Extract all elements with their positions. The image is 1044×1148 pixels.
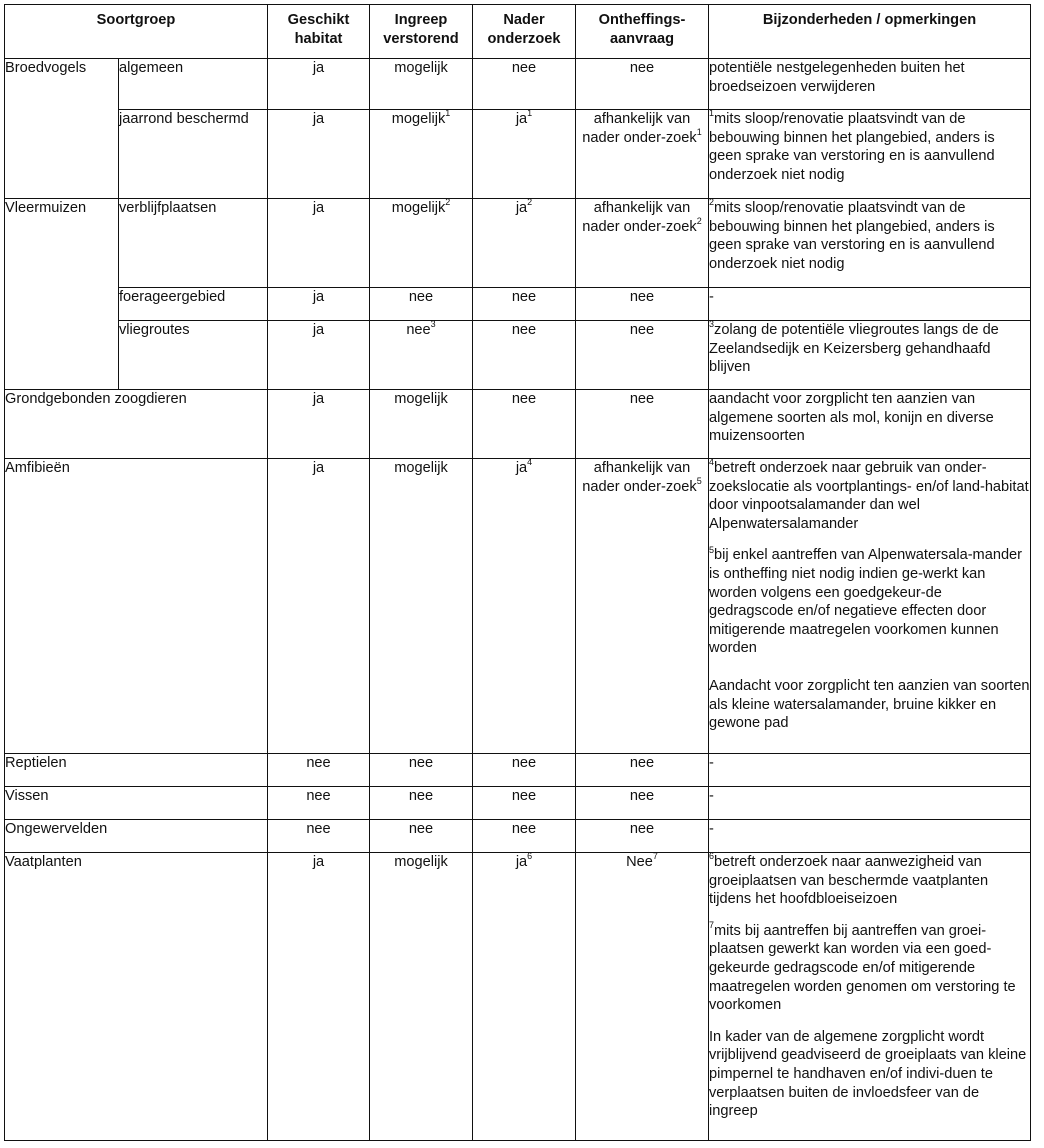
habitat-cell: ja: [268, 853, 370, 1141]
ingreep-cell: nee: [370, 787, 473, 820]
table-row: [5, 787, 1031, 820]
note-paragraph: Aandacht voor zorgplicht ten aanzien van soorten als kleine watersalamander, bruine kikker en gewone pad: [709, 677, 1030, 732]
ontheffing-cell: nee: [576, 288, 709, 321]
ingreep-cell: mogelijk: [370, 59, 473, 110]
nader-cell: nee: [473, 288, 576, 321]
group-grondgebonden-zoogdieren: Grondgebonden zoogdieren: [5, 390, 268, 459]
ontheffing-cell: nee: [576, 820, 709, 853]
habitat-cell: ja: [268, 288, 370, 321]
ingreep-cell: nee: [370, 820, 473, 853]
habitat-cell: ja: [268, 321, 370, 390]
note-paragraph: $^4$betreft onderzoek naar gebruik van onder-zoekslocatie als voortplantings- en/of land-habitat door vinpootsalamander dan wel Alpenwatersalamander: [709, 457, 1029, 532]
nader-cell: $ja^6$: [473, 853, 576, 1141]
nader-cell: nee: [473, 59, 576, 110]
note-cell: -: [709, 820, 1031, 853]
note-cell: potentiële nestgelegenheden buiten het broedseizoen verwijderen: [709, 59, 1031, 110]
header-bijzonderheden: Bijzonderheden / opmerkingen: [709, 5, 1031, 59]
nader-cell: $ja^1$: [473, 110, 576, 199]
note-cell: $^1$mits sloop/renovatie plaatsvindt van de bebouwing binnen het plangebied, anders is geen sprake van verstoring en is aanvullend onderzoek niet nodig: [709, 110, 1031, 199]
ontheffing-cell: nee: [576, 321, 709, 390]
ontheffing-cell: afhankelijk van nader onder-zoek$^2$: [576, 199, 709, 288]
sub-verblijfplaatsen: verblijfplaatsen: [119, 199, 268, 288]
table-row: [5, 390, 1031, 459]
ingreep-cell: mogelijk: [370, 390, 473, 459]
sub-algemeen: algemeen: [119, 59, 268, 110]
ingreep-cell: mogelijk$^2$: [370, 199, 473, 288]
header-soortgroep: Soortgroep: [5, 5, 268, 59]
ontheffing-cell: nee: [576, 390, 709, 459]
header-nader-onderzoek: Nader onderzoek: [473, 5, 576, 59]
habitat-cell: ja: [268, 390, 370, 459]
note-cell: $^3$zolang de potentiële vliegroutes langs de de Zeelandsedijk en Keizersberg gehandhaafd blijven: [709, 321, 1031, 390]
note-cell: aandacht voor zorgplicht ten aanzien van algemene soorten als mol, konijn en diverse muizensoorten: [709, 390, 1031, 459]
table-row: [5, 321, 1031, 390]
table-row: [5, 199, 1031, 288]
sub-foerageergebied: foerageergebied: [119, 288, 268, 321]
nader-cell: nee: [473, 787, 576, 820]
habitat-cell: nee: [268, 820, 370, 853]
table-row: [5, 59, 1031, 110]
group-vaatplanten: Vaatplanten: [5, 853, 268, 1141]
ingreep-cell: nee$^3$: [370, 321, 473, 390]
ontheffing-cell: afhankelijk van nader onder-zoek$^1$: [576, 110, 709, 199]
ontheffing-cell: nee: [576, 787, 709, 820]
nader-cell: nee: [473, 820, 576, 853]
sub-jaarrond: jaarrond beschermd: [119, 110, 268, 199]
habitat-cell: ja: [268, 59, 370, 110]
table-row: [5, 820, 1031, 853]
table-row: [5, 853, 1031, 1141]
group-ongewervelden: Ongewervelden: [5, 820, 268, 853]
ingreep-cell: mogelijk: [370, 459, 473, 754]
sub-vliegroutes: vliegroutes: [119, 321, 268, 390]
habitat-cell: nee: [268, 787, 370, 820]
ontheffing-cell: Nee$^7$: [576, 853, 709, 1141]
habitat-cell: ja: [268, 199, 370, 288]
nader-cell: $ja^4$: [473, 459, 576, 754]
note-cell: [709, 853, 1031, 1141]
ingreep-cell: nee: [370, 288, 473, 321]
nader-cell: nee: [473, 321, 576, 390]
group-vissen: Vissen: [5, 787, 268, 820]
habitat-cell: nee: [268, 754, 370, 787]
ontheffing-cell: nee: [576, 754, 709, 787]
species-table: [4, 4, 1031, 1141]
note-cell: -: [709, 787, 1031, 820]
ingreep-cell: mogelijk: [370, 853, 473, 1141]
ingreep-cell: mogelijk$^1$: [370, 110, 473, 199]
group-reptielen: Reptielen: [5, 754, 268, 787]
group-broedvogels: Broedvogels: [5, 59, 119, 199]
note-paragraph: $^5$bij enkel aantreffen van Alpenwatersala-mander is ontheffing niet nodig indien ge-werkt kan worden volgens een goedgekeur-de gedragscode en/of negatieve effecten door mitigerende maatregelen voorkomen kunnen worden: [709, 544, 1023, 657]
group-vleermuizen: Vleermuizen: [5, 199, 119, 390]
habitat-cell: ja: [268, 459, 370, 754]
table-row: [5, 754, 1031, 787]
note-paragraph: $^6$betreft onderzoek naar aanwezigheid van groeiplaatsen van beschermde vaatplanten tijdens het hoofdbloeiseizoen: [709, 851, 989, 908]
habitat-cell: ja: [268, 110, 370, 199]
table-row: [5, 110, 1031, 199]
header-ingreep-verstorend: Ingreep verstorend: [370, 5, 473, 59]
ingreep-cell: nee: [370, 754, 473, 787]
note-cell: -: [709, 754, 1031, 787]
note-cell: [709, 459, 1031, 754]
group-amfibieen: Amfibieën: [5, 459, 268, 754]
nader-cell: nee: [473, 390, 576, 459]
table-row: [5, 459, 1031, 754]
note-cell: -: [709, 288, 1031, 321]
ontheffing-cell: afhankelijk van nader onder-zoek$^5$: [576, 459, 709, 754]
header-ontheffingsaanvraag: Ontheffings- aanvraag: [576, 5, 709, 59]
nader-cell: $ja^2$: [473, 199, 576, 288]
note-paragraph: In kader van de algemene zorgplicht wordt vrijblijvend geadviseerd de groeiplaats van kleine pimpernel te handhaven en/of indivi-duen te verplaatsen buiten de invloedsfeer van de ingreep: [709, 1028, 1027, 1120]
table-row: [5, 288, 1031, 321]
nader-cell: nee: [473, 754, 576, 787]
note-paragraph: $^7$mits bij aantreffen bij aantreffen van groei-plaatsen gewerkt kan worden via een goed-gekeurde gedragscode en/of mitigerende maatregelen worden genomen om verstoring te voorkomen: [709, 919, 1016, 1014]
header-geschikt-habitat: Geschikt habitat: [268, 5, 370, 59]
table-header-row: [5, 5, 1031, 59]
ontheffing-cell: nee: [576, 59, 709, 110]
note-cell: $^2$mits sloop/renovatie plaatsvindt van de bebouwing binnen het plangebied, anders is geen sprake van verstoring en is aanvullend onderzoek niet nodig: [709, 199, 1031, 288]
